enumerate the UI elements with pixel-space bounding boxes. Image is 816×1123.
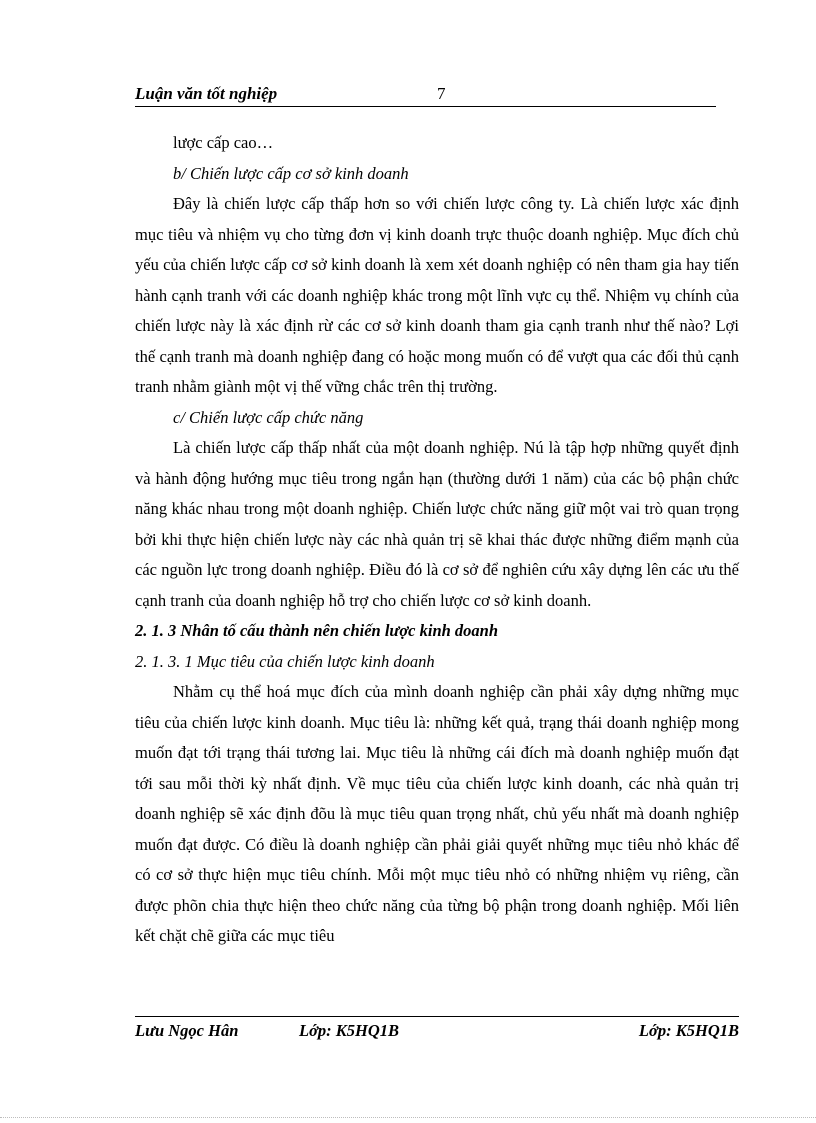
subheading-b: b/ Chiến lược cấp cơ sở kinh doanh bbox=[173, 163, 409, 183]
section-heading-2-1-3-1: 2. 1. 3. 1 Mục tiêu của chiến lược kinh doanh bbox=[135, 651, 435, 671]
section-heading-2-1-3: 2. 1. 3 Nhân tố cấu thành nên chiến lược kinh doanh bbox=[135, 621, 499, 640]
header-title: Luận văn tốt nghiệp bbox=[135, 84, 278, 103]
paragraph-functional-level: Là chiến lược cấp thấp nhất của một doanh nghiệp. Nú là tập hợp những quyết định và hành động hướng mục tiêu trong ngắn hạn (thường dưới 1 năm) của các bộ phận chức năng khác nhau trong một doanh nghiệp. Chiến lược chức năng giữ một vai trò quan trọng bởi khi thực hiện chiến lược này các nhà quản trị sẽ khai thác được những điểm mạnh của các nguồn lực trong doanh nghiệp. Điều đó là cơ sở để nghiên cứu xây dựng lên các ưu thế cạnh tranh của doanh nghiệp hỗ trợ cho chiến lược cơ sở kinh doanh. bbox=[135, 438, 739, 610]
footer-class-right: Lớp: K5HQ1B bbox=[638, 1021, 739, 1040]
subheading-c: c/ Chiến lược cấp chức năng bbox=[173, 407, 364, 427]
document-body bbox=[135, 128, 739, 952]
footer-class-left: Lớp: K5HQ1B bbox=[299, 1021, 400, 1040]
paragraph-continuation: lược cấp cao… bbox=[173, 133, 274, 152]
page-edge-divider bbox=[0, 1117, 816, 1118]
page-footer bbox=[135, 1016, 739, 1043]
page-number: 7 bbox=[437, 84, 446, 103]
paragraph-business-level: Đây là chiến lược cấp thấp hơn so với chiến lược công ty. Là chiến lược xác định mục tiêu và nhiệm vụ cho từng đơn vị kinh doanh trực thuộc doanh nghiệp. Mục đích chủ yếu của chiến lược cấp cơ sở kinh doanh là xem xét doanh nghiệp có nên tham gia hay tiến hành cạnh tranh với các doanh nghiệp khác trong một lĩnh vực cụ thể. Nhiệm vụ chính của chiến lược này là xác định rừ các cơ sở kinh doanh tham gia cạnh tranh như thế nào? Lợi thế cạnh tranh mà doanh nghiệp đang có hoặc mong muốn có để vượt qua các đối thủ cạnh tranh nhằm giành một vị thế vững chắc trên thị trường. bbox=[135, 194, 739, 396]
footer-author: Lưu Ngọc Hân bbox=[135, 1021, 239, 1040]
paragraph-objectives: Nhằm cụ thể hoá mục đích của mình doanh nghiệp cần phải xây dựng những mục tiêu của chiến lược kinh doanh. Mục tiêu là: những kết quả, trạng thái doanh nghiệp mong muốn đạt tới trạng thái tương lai. Mục tiêu là những cái đích mà doanh nghiệp muốn đạt tới sau mỗi thời kỳ nhất định. Về mục tiêu của chiến lược kinh doanh, các nhà quản trị doanh nghiệp sẽ xác định đõu là mục tiêu quan trọng nhất, chủ yếu nhất mà doanh nghiệp muốn đạt được. Có điều là doanh nghiệp cần phải giải quyết những mục tiêu nhỏ khác để có cơ sở thực hiện mục tiêu chính. Mỗi một mục tiêu nhỏ có những nhiệm vụ riêng, cần được phõn chia thực hiện theo chức năng của từng bộ phận trong doanh nghiệp. Mối liên kết chặt chẽ giữa các mục tiêu bbox=[135, 682, 739, 945]
page-header bbox=[135, 80, 716, 107]
